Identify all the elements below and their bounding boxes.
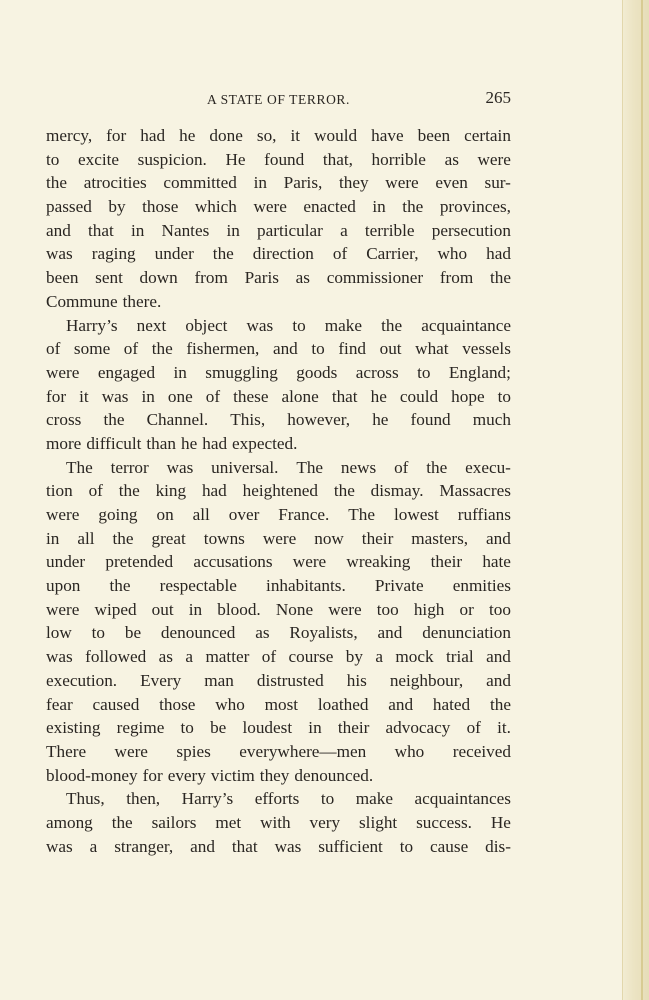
text-line: were going on all over France. The lowest ruffians — [46, 505, 511, 524]
text-line: in all the great towns were now their masters, and — [46, 528, 511, 548]
text-line: cross the Channel. This, however, he found much — [46, 410, 511, 430]
text-line: Commune there. — [46, 291, 162, 311]
text-line: Harry’s next object was to make the acquaintance — [66, 315, 511, 335]
body-text — [46, 124, 511, 858]
text-line: and that in Nantes in particular a terrible persecution — [46, 220, 511, 240]
text-line: were engaged in smuggling goods across to England; — [46, 362, 511, 382]
text-line: The terror was universal. The news of the execu- — [66, 457, 511, 477]
text-line: more difficult than he had expected. — [46, 433, 298, 453]
text-line: existing regime to be loudest in their advocacy of it. — [46, 718, 511, 738]
page-header — [46, 88, 511, 112]
text-line: upon the respectable inhabitants. Private enmities — [46, 576, 511, 596]
text-line: mercy, for had he done so, it would have been certain — [46, 126, 511, 145]
page-number: 265 — [485, 88, 511, 107]
text-line: fear caused those who most loathed and hated the — [46, 694, 511, 714]
text-line: low to be denounced as Royalists, and denunciation — [46, 623, 511, 643]
text-line: been sent down from Paris as commissioner from the — [46, 268, 511, 288]
text-line: passed by those which were enacted in the provinces, — [46, 197, 511, 217]
running-title: A STATE OF TERROR. — [207, 92, 350, 107]
text-line: among the sailors met with very slight success. He — [46, 812, 511, 832]
text-line: under pretended accusations were wreaking their hate — [46, 552, 511, 572]
text-line: Thus, then, Harry’s efforts to make acquaintances — [66, 789, 511, 809]
text-line: execution. Every man distrusted his neighbour, and — [46, 670, 511, 690]
text-line: There were spies everywhere—men who received — [46, 741, 511, 761]
text-line: the atrocities committed in Paris, they were even sur- — [46, 173, 511, 193]
page-edge-line — [641, 0, 643, 1000]
text-line: were wiped out in blood. None were too high or too — [46, 599, 511, 619]
text-line: was raging under the direction of Carrier, who had — [46, 244, 511, 264]
text-line: for it was in one of these alone that he could hope to — [46, 386, 511, 406]
page-edge — [622, 0, 649, 1000]
text-line: blood-money for every victim they denounced. — [46, 765, 374, 785]
text-line: to excite suspicion. He found that, horrible as were — [46, 149, 511, 169]
text-line: tion of the king had heightened the dismay. Massacres — [46, 481, 511, 501]
text-line: was followed as a matter of course by a mock trial and — [46, 647, 511, 667]
text-line: was a stranger, and that was sufficient to cause dis- — [46, 836, 511, 856]
text-line: of some of the fishermen, and to find out what vessels — [46, 339, 511, 359]
